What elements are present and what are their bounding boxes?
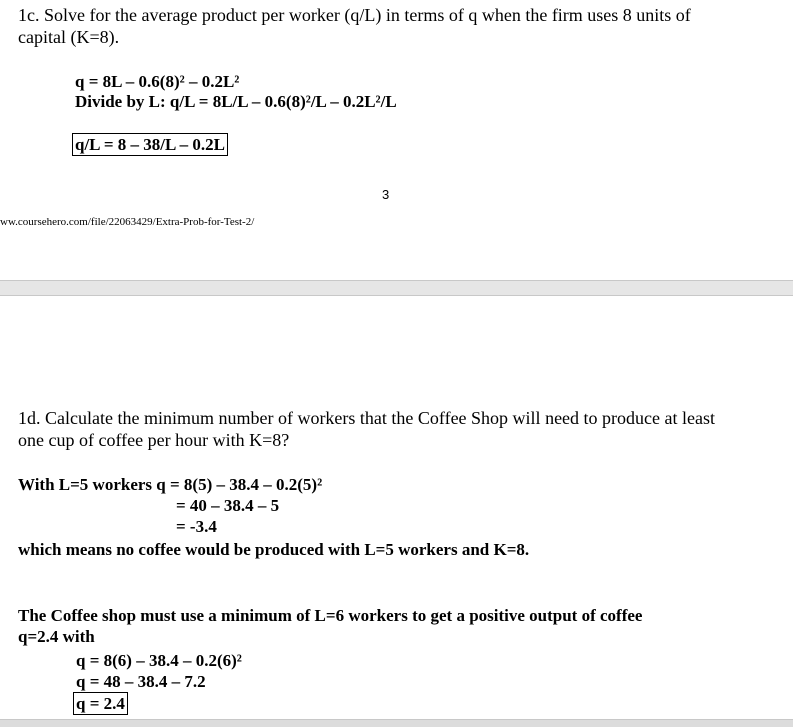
result-q-l6: q = 2.4 — [73, 692, 128, 715]
equation-divide: Divide by L: q/L = 8L/L – 0.6(8)²/L – 0.2L²/L — [75, 92, 397, 111]
calc-l5-line3: = -3.4 — [176, 517, 217, 536]
equation-production: q = 8L – 0.6(8)² – 0.2L² — [75, 72, 240, 91]
calc-l5-line1: With L=5 workers q = 8(5) – 38.4 – 0.2(5)² — [18, 475, 323, 494]
conclusion-l6-line1: The Coffee shop must use a minimum of L=6 workers to get a positive output of coffee — [18, 606, 643, 625]
question-1d-line2: one cup of coffee per hour with K=8? — [18, 430, 290, 450]
question-1c-line2: capital (K=8). — [18, 27, 120, 47]
conclusion-l5: which means no coffee would be produced with L=5 workers and K=8. — [18, 540, 530, 559]
source-url: ww.coursehero.com/file/22063429/Extra-Prob-for-Test-2/ — [0, 216, 255, 228]
page-number: 3 — [382, 187, 390, 202]
question-1c-line1: 1c. Solve for the average product per worker (q/L) in terms of q when the firm uses 8 units of — [18, 5, 691, 25]
question-1d-line1: 1d. Calculate the minimum number of workers that the Coffee Shop will need to produce at least — [18, 408, 715, 428]
result-average-product: q/L = 8 – 38/L – 0.2L — [72, 133, 228, 156]
page-separator — [0, 280, 793, 296]
calc-l6-line1: q = 8(6) – 38.4 – 0.2(6)² — [76, 651, 242, 670]
calc-l5-line2: = 40 – 38.4 – 5 — [176, 496, 280, 515]
conclusion-l6-line2: q=2.4 with — [18, 627, 95, 646]
calc-l6-line2: q = 48 – 38.4 – 7.2 — [76, 672, 206, 691]
